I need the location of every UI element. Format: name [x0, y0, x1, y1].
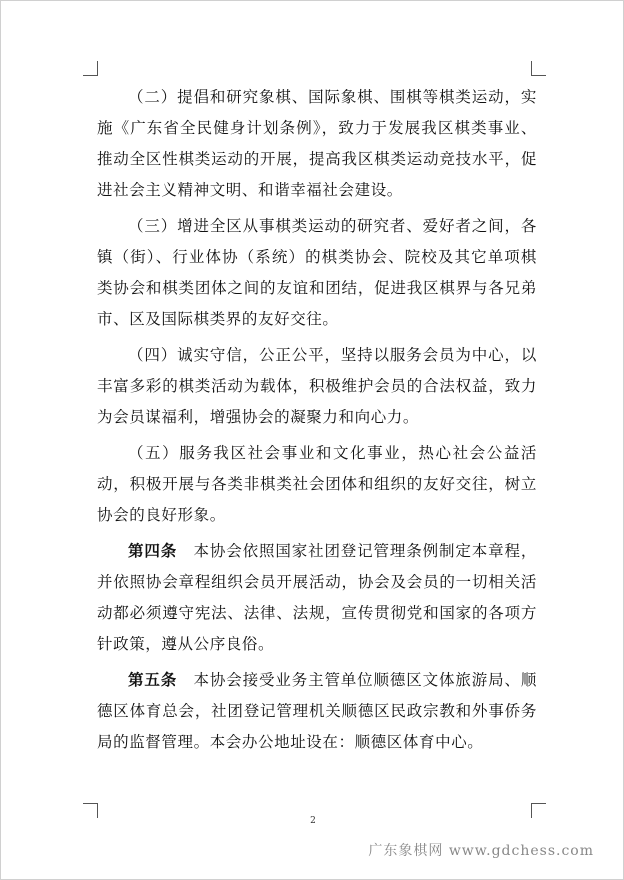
article-heading: 第四条	[128, 541, 178, 560]
article-paragraph	[97, 535, 537, 660]
paragraph	[97, 210, 537, 335]
paragraph-text: （三）增进全区从事棋类运动的研究者、爱好者之间，各镇（街）、行业体协（系统）的棋类协会、院校及其它单项棋类协会和棋类团体之间的友谊和团结，促进我区棋界与各兄弟市、区及国际棋类界的友好交往。	[97, 217, 537, 328]
site-watermark: 广东象棋网 www.gdchess.com	[368, 843, 594, 859]
page-number: 2	[310, 816, 316, 826]
article-heading: 第五条	[128, 670, 178, 689]
paragraph-text: （五）服务我区社会事业和文化事业，热心社会公益活动，积极开展与各类非棋类社会团体和组织的友好交往，树立协会的良好形象。	[97, 444, 537, 524]
paragraph-text: 本协会接受业务主管单位顺德区文体旅游局、顺德区体育总会，社团登记管理机关顺德区民政宗教和外事侨务局的监督管理。本会办公地址设在：顺德区体育中心。	[97, 671, 537, 751]
crop-mark-top-left	[83, 61, 98, 76]
article-paragraph	[97, 664, 537, 758]
crop-mark-top-right	[531, 61, 546, 76]
paragraph-text: 本协会依照国家社团登记管理条例制定本章程，并依照协会章程组织会员开展活动，协会及会员的一切相关活动都必须遵守宪法、法律、法规，宣传贯彻党和国家的各项方针政策，遵从公序良俗。	[97, 542, 537, 653]
paragraph	[97, 81, 537, 206]
paragraph	[97, 339, 537, 433]
document-body	[97, 81, 537, 762]
paragraph	[97, 437, 537, 531]
paragraph-text: （四）诚实守信，公正公平，坚持以服务会员为中心，以丰富多彩的棋类活动为载体，积极维护会员的合法权益，致力为会员谋福利，增强协会的凝聚力和向心力。	[97, 346, 537, 426]
paragraph-text: （二）提倡和研究象棋、国际象棋、围棋等棋类运动，实施《广东省全民健身计划条例》，致力于发展我区棋类事业、推动全区性棋类运动的开展，提高我区棋类运动竞技水平，促进社会主义精神文明、和谐幸福社会建设。	[97, 88, 537, 199]
